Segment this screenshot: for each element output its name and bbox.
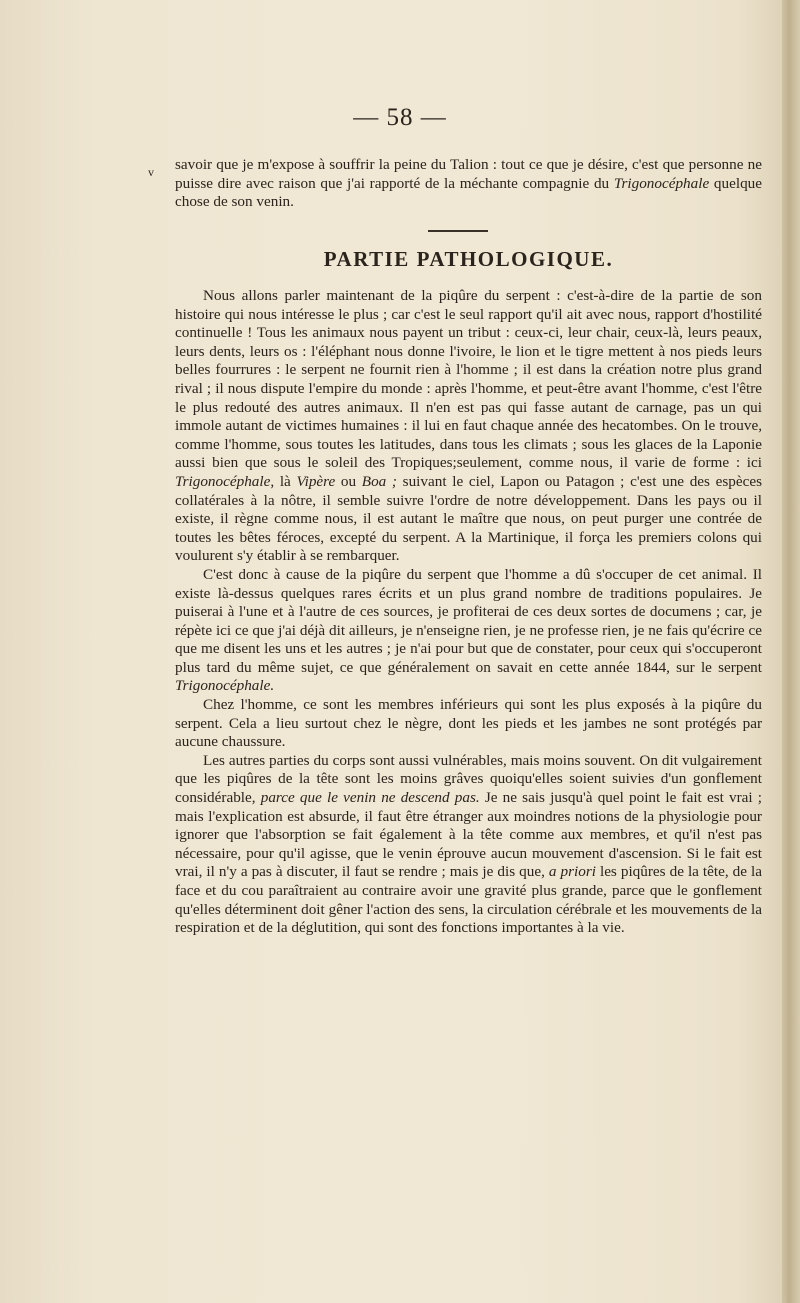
italic-text: Boa ;: [361, 472, 397, 490]
margin-mark: v: [148, 165, 154, 179]
italic-text: Trigonocéphale: [175, 472, 271, 490]
text-run: C'est donc à cause de la piqûre du serpent que l'homme a dû s'occuper de cet animal. Il existe là-dessus quelques rares écrits et un plus grand nombre de traditions populaires. Je puiserai à l'une et à l'autre de ces sources, je profiterai de ces deux sortes de documens ; car, je répète ici ce que j'ai déjà dit ailleurs, je n'enseigne rien, je ne professe rien, je ne fais qu'écrire ce que me disent les uns et les autres ; je n'ai pour but que de constater, pour ceux qui s'occuperont plus tard du même sujet, ce que généralement on savait en cette année 1844, sur le serpent: [175, 565, 762, 676]
text-run: suivant le ciel, Lapon ou Patagon ; c'est une des espèces collatérales à la nôtre, il semble suivre l'ordre de notre développement. Dans les pays ou il existe, il règne comme nous, il est autant le maître que nous, on peut purger une contrée de toutes les bêtes féroces, excepté du serpent. A la Martinique, il força les premiers colons qui voulurent s'y établir à se rembarquer.: [175, 472, 762, 565]
text-run: les piqûres de la tête, de la face et du cou paraîtraient au contraire avoir une gravité plus grande, parce que le gonflement qu'elles déterminent doit gêner l'action des sens, la circulation cérébrale et les mouvements de la respiration et de la déglutition, qui sont des fonctions importantes à la vie.: [175, 863, 762, 937]
text-run: ou: [335, 472, 362, 490]
page-edge: [782, 0, 800, 1303]
italic-text: a priori: [548, 863, 596, 881]
section-heading: PARTIE PATHOLOGIQUE.: [323, 247, 614, 271]
paragraph: [175, 566, 762, 696]
italic-text: Trigonocéphale.: [175, 677, 275, 695]
text-run: , là: [270, 472, 297, 490]
paragraph: [175, 696, 762, 752]
paragraph: [175, 752, 762, 938]
paragraph: [175, 156, 762, 212]
intro-paragraph: [175, 156, 762, 212]
text-run: quelque chose de son venin.: [175, 174, 762, 211]
text-run: Les autres parties du corps sont aussi vulnérables, mais moins souvent. On dit vulgairement que les piqûres de la tête sont les moins grâves quoiqu'elles soient suivies d'un gonflement considérable,: [175, 751, 762, 807]
italic-text: Trigonocéphale: [613, 174, 710, 192]
text-run: Chez l'homme, ce sont les membres inférieurs qui sont les plus exposés à la piqûre du serpent. Cela a lieu surtout chez le nègre, dont les pieds et les jambes ne sont protégés par aucune chaussure.: [175, 696, 762, 751]
italic-text: Vipère: [296, 472, 336, 490]
body-text: [175, 287, 762, 938]
text-run: Je ne sais jusqu'à quel point le fait est vrai ; mais l'explication est absurde, il faut être étranger aux moindres notions de la physiologie pour ignorer que l'absorption se fait également à la tête comme aux membres, et qu'il n'est pas nécessaire, pour qu'il agisse, que le venin éprouve aucun mouvement d'ascension. Si le fait est vrai, il n'y a pas à discuter, il faut se rendre ; mais je dis que,: [175, 789, 762, 881]
page-number: — 58 —: [353, 104, 447, 131]
text-run: savoir que je m'expose à souffrir la peine du Talion : tout ce que je désire, c'est que personne ne puisse dire avec raison que j'ai rapporté de la méchante compagnie du: [175, 156, 762, 192]
paragraph: [175, 287, 762, 566]
text-run: Nous allons parler maintenant de la piqûre du serpent : c'est-à-dire de la partie de son histoire qui nous intéresse le plus ; car c'est le seul rapport qu'il ait avec nous, rapport d'hostilité continuelle ! Tous les animaux nous payent un tribut : ceux-ci, leur chair, ceux-là, leurs peaux, leurs dents, leurs os : l'éléphant nous donne l'ivoire, le lion et le tigre mettent à nos pieds leurs belles fourrures : le serpent ne fournit rien à l'homme ; il est dans la création notre plus grand rival ; il nous dispute l'empire du monde : après l'homme, et peut-être avant l'homme, c'est l'être le plus redouté des autres animaux. Il n'en est pas qui fasse autant de carnage, pas un qui immole autant de victimes humaines : il lui en faut chaque année des hecatombes. On le trouve, comme l'homme, sous toutes les latitudes, dans tous les climats ; sous les glaces de la Laponie aussi bien que sous le soleil des Tropiques;seulement, comme nous, il varie de forme : ici: [175, 287, 762, 472]
section-divider: [428, 230, 488, 232]
italic-text: parce que le venin ne descend pas.: [260, 789, 480, 807]
